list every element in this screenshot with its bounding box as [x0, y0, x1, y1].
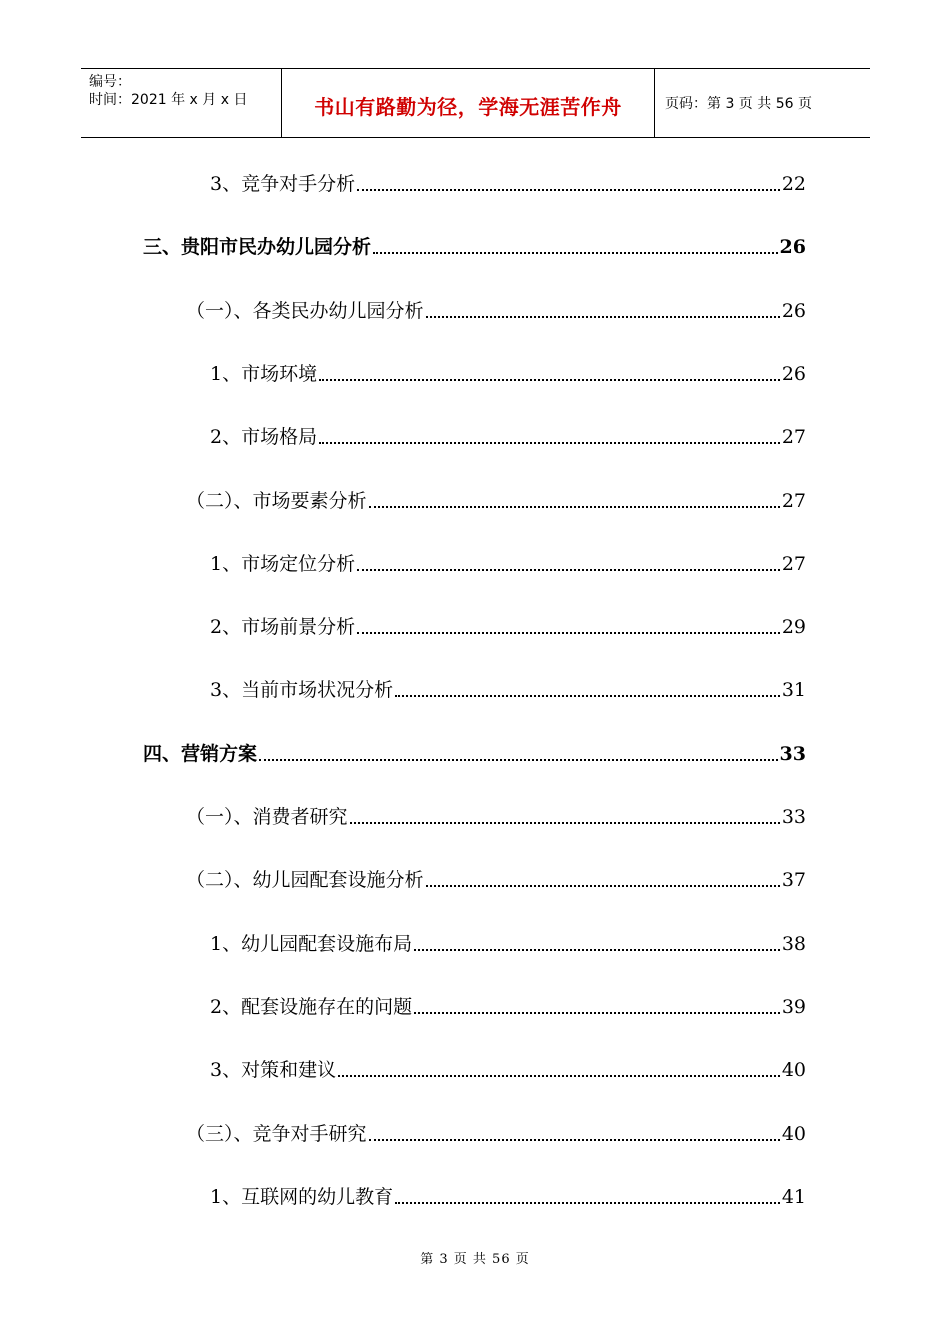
toc-entry[interactable]: [210, 1058, 806, 1082]
toc-entry[interactable]: [210, 932, 806, 956]
toc-dot-leader: [369, 1139, 780, 1141]
toc-entry-page: 40: [781, 1059, 806, 1081]
toc-entry-label: （三）、竞争对手研究: [186, 1123, 367, 1145]
toc-entry-page: 37: [781, 869, 806, 891]
toc-entry-page: 27: [781, 426, 806, 448]
toc-entry-page: 39: [781, 996, 806, 1018]
toc-dot-leader: [373, 252, 778, 254]
toc-dot-leader: [259, 759, 778, 761]
toc-entry[interactable]: [210, 552, 806, 576]
toc-dot-leader: [357, 569, 780, 571]
toc-entry-page: 27: [781, 490, 806, 512]
toc-entry-label: 2、市场前景分析: [210, 616, 356, 638]
toc-entry-label: 3、竞争对手分析: [210, 173, 356, 195]
toc-entry-label: 三、贵阳市民办幼儿园分析: [143, 236, 372, 258]
toc-dot-leader: [395, 1202, 780, 1204]
toc-entry[interactable]: [210, 362, 806, 386]
toc-entry-label: （一）、消费者研究: [186, 806, 348, 828]
toc-entry-label: 3、对策和建议: [210, 1059, 337, 1081]
header-page-info: 页码：第 3 页 共 56 页: [665, 96, 812, 112]
toc-entry-label: （二）、市场要素分析: [186, 490, 367, 512]
toc-entry[interactable]: [186, 805, 806, 829]
toc-entry-page: 29: [781, 616, 806, 638]
toc-entry[interactable]: [143, 742, 806, 766]
toc-dot-leader: [414, 1012, 780, 1014]
toc-dot-leader: [319, 379, 780, 381]
toc-dot-leader: [350, 822, 780, 824]
toc-dot-leader: [357, 632, 780, 634]
toc-entry-page: 41: [781, 1186, 806, 1208]
toc-entry-label: （二）、幼儿园配套设施分析: [186, 869, 424, 891]
toc-entry[interactable]: [186, 868, 806, 892]
toc-entry-page: 31: [781, 679, 806, 701]
toc-entry-page: 33: [779, 743, 806, 765]
toc-entry-label: 1、互联网的幼儿教育: [210, 1186, 394, 1208]
toc-dot-leader: [426, 885, 780, 887]
toc-entry-page: 40: [781, 1123, 806, 1145]
toc-entry[interactable]: [210, 425, 806, 449]
toc-entry[interactable]: [210, 678, 806, 702]
toc-entry[interactable]: [186, 1122, 806, 1146]
toc-entry[interactable]: [186, 299, 806, 323]
header-motto: 书山有路勤为径，学海无涯苦作舟: [314, 95, 622, 119]
toc-entry-page: 22: [781, 173, 806, 195]
toc-entry-page: 26: [781, 300, 806, 322]
toc-entry[interactable]: [186, 489, 806, 513]
toc-entry[interactable]: [210, 995, 806, 1019]
toc-entry-label: 1、市场定位分析: [210, 553, 356, 575]
toc-entry-label: 2、配套设施存在的问题: [210, 996, 413, 1018]
toc-entry-label: 1、幼儿园配套设施布局: [210, 933, 413, 955]
toc-entry-page: 26: [781, 363, 806, 385]
toc-entry-label: （一）、各类民办幼儿园分析: [186, 300, 424, 322]
toc-entry-page: 27: [781, 553, 806, 575]
toc-entry-label: 四、营销方案: [143, 743, 258, 765]
toc-dot-leader: [395, 695, 780, 697]
page-footer: 第 3 页 共 56 页: [420, 1252, 530, 1267]
toc-dot-leader: [369, 506, 780, 508]
toc-dot-leader: [357, 189, 780, 191]
toc-dot-leader: [319, 442, 780, 444]
toc-entry-page: 33: [781, 806, 806, 828]
toc-dot-leader: [414, 949, 780, 951]
toc-entry-label: 1、市场环境: [210, 363, 318, 385]
toc-dot-leader: [426, 316, 780, 318]
toc-entry-page: 38: [781, 933, 806, 955]
toc-entry-label: 2、市场格局: [210, 426, 318, 448]
toc-entry[interactable]: [210, 1185, 806, 1209]
time-label: 时间：2021 年 x 月 x 日: [89, 92, 248, 108]
toc-entry-label: 3、当前市场状况分析: [210, 679, 394, 701]
toc-entry-page: 26: [779, 236, 806, 258]
toc-entry[interactable]: [210, 172, 806, 196]
toc-entry[interactable]: [143, 235, 806, 259]
toc-entry[interactable]: [210, 615, 806, 639]
toc-dot-leader: [338, 1075, 780, 1077]
number-label: 编号：: [89, 74, 131, 90]
